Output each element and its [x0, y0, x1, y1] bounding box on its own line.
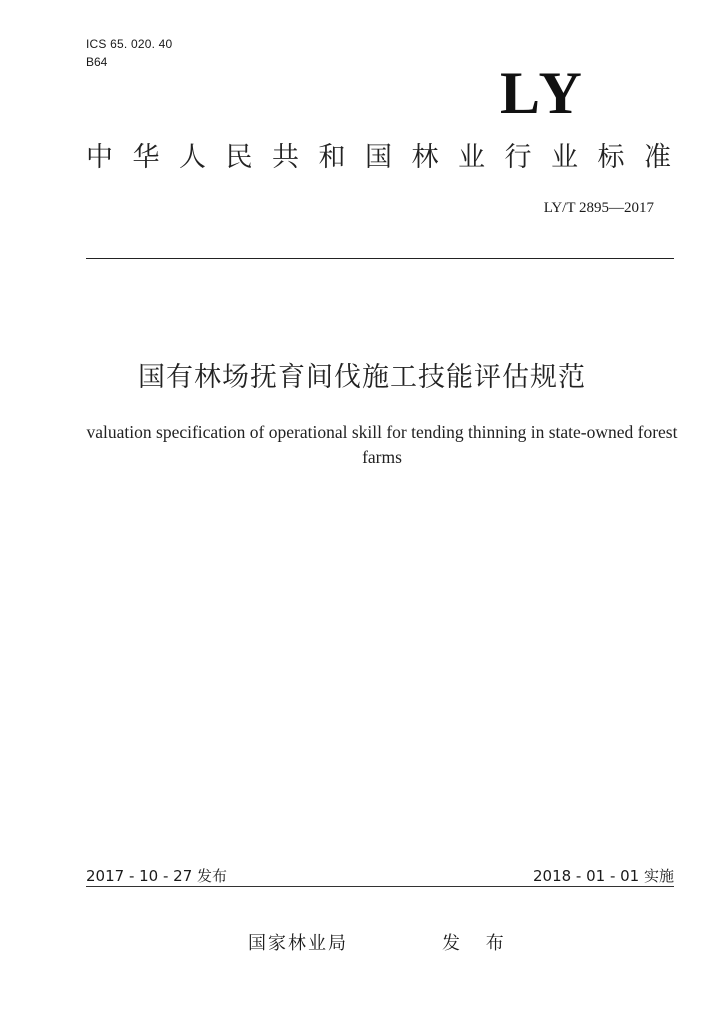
header-divider [86, 258, 674, 259]
publish-label: 发 布 [442, 933, 514, 954]
issuer: 国家林业局 [248, 933, 348, 954]
classification-code: B64 [86, 55, 108, 69]
document-subtitle-english: valuation specification of operational skill for tending thinning in state-owned forest farms [86, 422, 678, 467]
document-title: 国有林场抚育间伐施工技能评估规范 [138, 362, 586, 393]
footer-divider [86, 886, 674, 887]
ics-code: ICS 65. 020. 40 [86, 37, 173, 51]
ly-logo: LY [500, 60, 586, 126]
standard-category: 中华人民共和国林业行业标准 [86, 142, 691, 173]
implementation-date: 2018 - 01 - 01 实施 [532, 867, 674, 885]
issue-date: 2017 - 10 - 27 发布 [86, 867, 228, 885]
standard-number: LY/T 2895—2017 [543, 200, 654, 216]
